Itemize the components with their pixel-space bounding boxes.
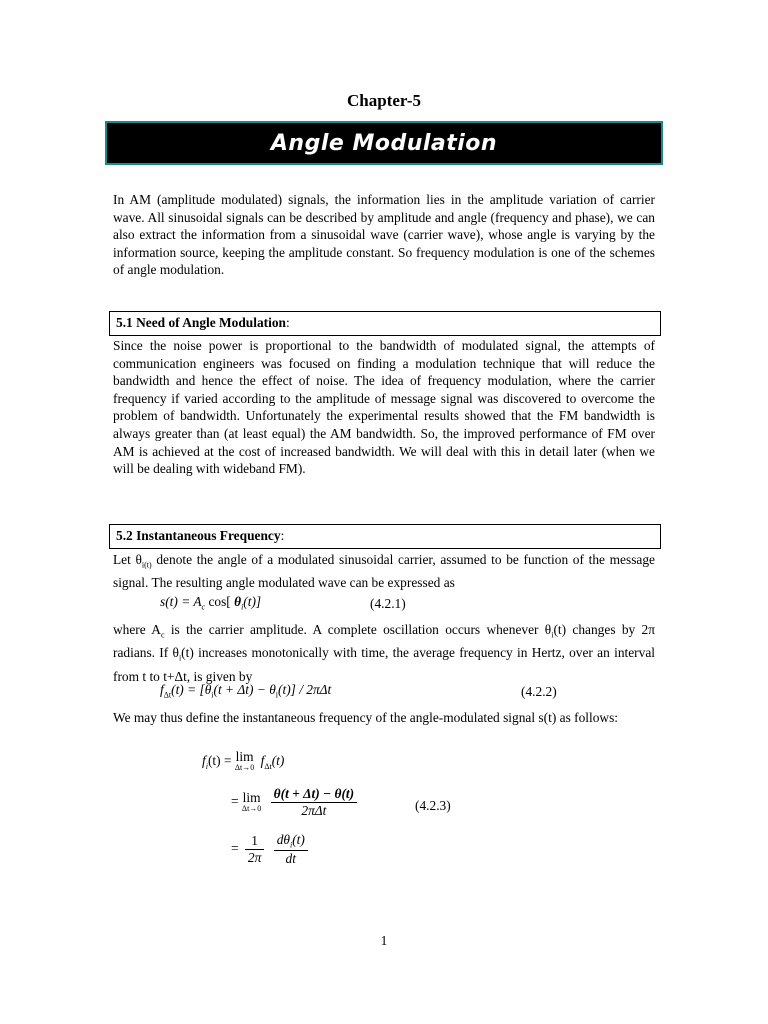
derivative-theta: $\frac{d\theta_i(t)}{dt}$: [274, 832, 308, 867]
heading-colon: :: [286, 315, 290, 330]
section-5-1-heading: 5.1 Need of Angle Modulation: [116, 315, 286, 330]
section-5-2-paragraph-1: [113, 551, 655, 592]
chapter-title-banner: [105, 121, 663, 165]
equation-4-2-2: $f_{\Delta t}(t) = [\theta_i(t + \Delta t) - \theta_i(t)] / 2\pi\Delta t$: [160, 682, 332, 700]
section-5-2-text-1: Let $\theta_{i(t)}$ denote the angle of a modulated sinusoidal carrier, assumed to be function of the message signal. The resulting angle modulated wave can be expressed as: [113, 552, 655, 591]
heading-colon: :: [280, 528, 285, 543]
equation-4-2-3-line-3: = $\frac{1}{2\pi}$ $\frac{d\theta_i(t)}{dt}$: [231, 832, 311, 867]
difference-quotient: $\frac{\theta(t + \Delta t) - \theta(t)}{\text{2πΔt}}$: [271, 786, 357, 819]
equation-4-2-3-line-1: $f_i(t) = \lim$ Δt→0 $f_{\Delta t}(t)$: [202, 749, 285, 772]
section-5-2-heading: 5.2 Instantaneous Frequency: [116, 528, 281, 543]
intro-paragraph: [113, 191, 655, 279]
section-5-2-text-3: We may thus define the instantaneous frequency of the angle-modulated signal s(t) as follows:: [113, 710, 619, 725]
chapter-label: Chapter-5: [347, 91, 421, 110]
page-number: 1: [380, 933, 388, 948]
section-5-1-text: Since the noise power is proportional to the bandwidth of modulated signal, the attempts of communication engineers was focused on finding a modulation technique that will reduce the bandwidth and hence the effect of noise. The idea of frequency modulation, where the carrier frequency if varied according to the amplitude of message signal was discovered to overcome the problem of bandwidth. Unfortunately the experimental results showed that the FM bandwidth is always greater than (at least equal) the AM bandwidth. So, the improved performance of FM over AM is achieved at the cost of increased bandwidth. We will deal with this in detail later (when we will be dealing with wideband FM).: [113, 338, 655, 477]
equation-number-4-2-3: (4.2.3): [415, 798, 451, 813]
section-5-1-paragraph: [113, 337, 655, 478]
limit-operator: lim Δt→0: [234, 749, 255, 772]
equation-number-4-2-1: (4.2.1): [370, 596, 406, 611]
chapter-title: Angle Modulation: [270, 130, 498, 156]
equation-number-4-2-2: (4.2.2): [521, 684, 557, 699]
limit-operator: lim Δt→0: [241, 789, 262, 813]
section-5-2-paragraph-2: [113, 621, 655, 685]
section-5-1-heading-box: [109, 311, 661, 336]
one-over-two-pi: $\frac{1}{2\pi}$: [245, 833, 264, 866]
section-5-2-text-2: where $A_c$ is the carrier amplitude. A complete oscillation occurs whenever $\theta_i(t)$ changes by 2π radians. If $\theta_i(t)$ increases monotonically with time, the average frequency in Hertz, over an interval from t to t+Δt, is given by: [113, 622, 655, 684]
equation-4-2-3-line-2: = lim Δt→0 $\frac{\theta(t + \Delta t) - \theta(t)}{\text{2πΔt}}$: [231, 786, 360, 819]
section-5-2-heading-box: [109, 524, 661, 549]
intro-text: In AM (amplitude modulated) signals, the information lies in the amplitude variation of carrier wave. All sinusoidal signals can be described by amplitude and angle (frequency and phase), we can also extract the information from a sinusoidal wave (carrier wave), whose angle is varying by the information source, keeping the amplitude constant. So frequency modulation is one of the schemes of angle modulation.: [113, 192, 655, 278]
section-5-2-paragraph-3: [113, 709, 655, 727]
equation-4-2-1: $s(t) = A_c$ cos[ $\theta_i(t)$]: [160, 594, 262, 612]
